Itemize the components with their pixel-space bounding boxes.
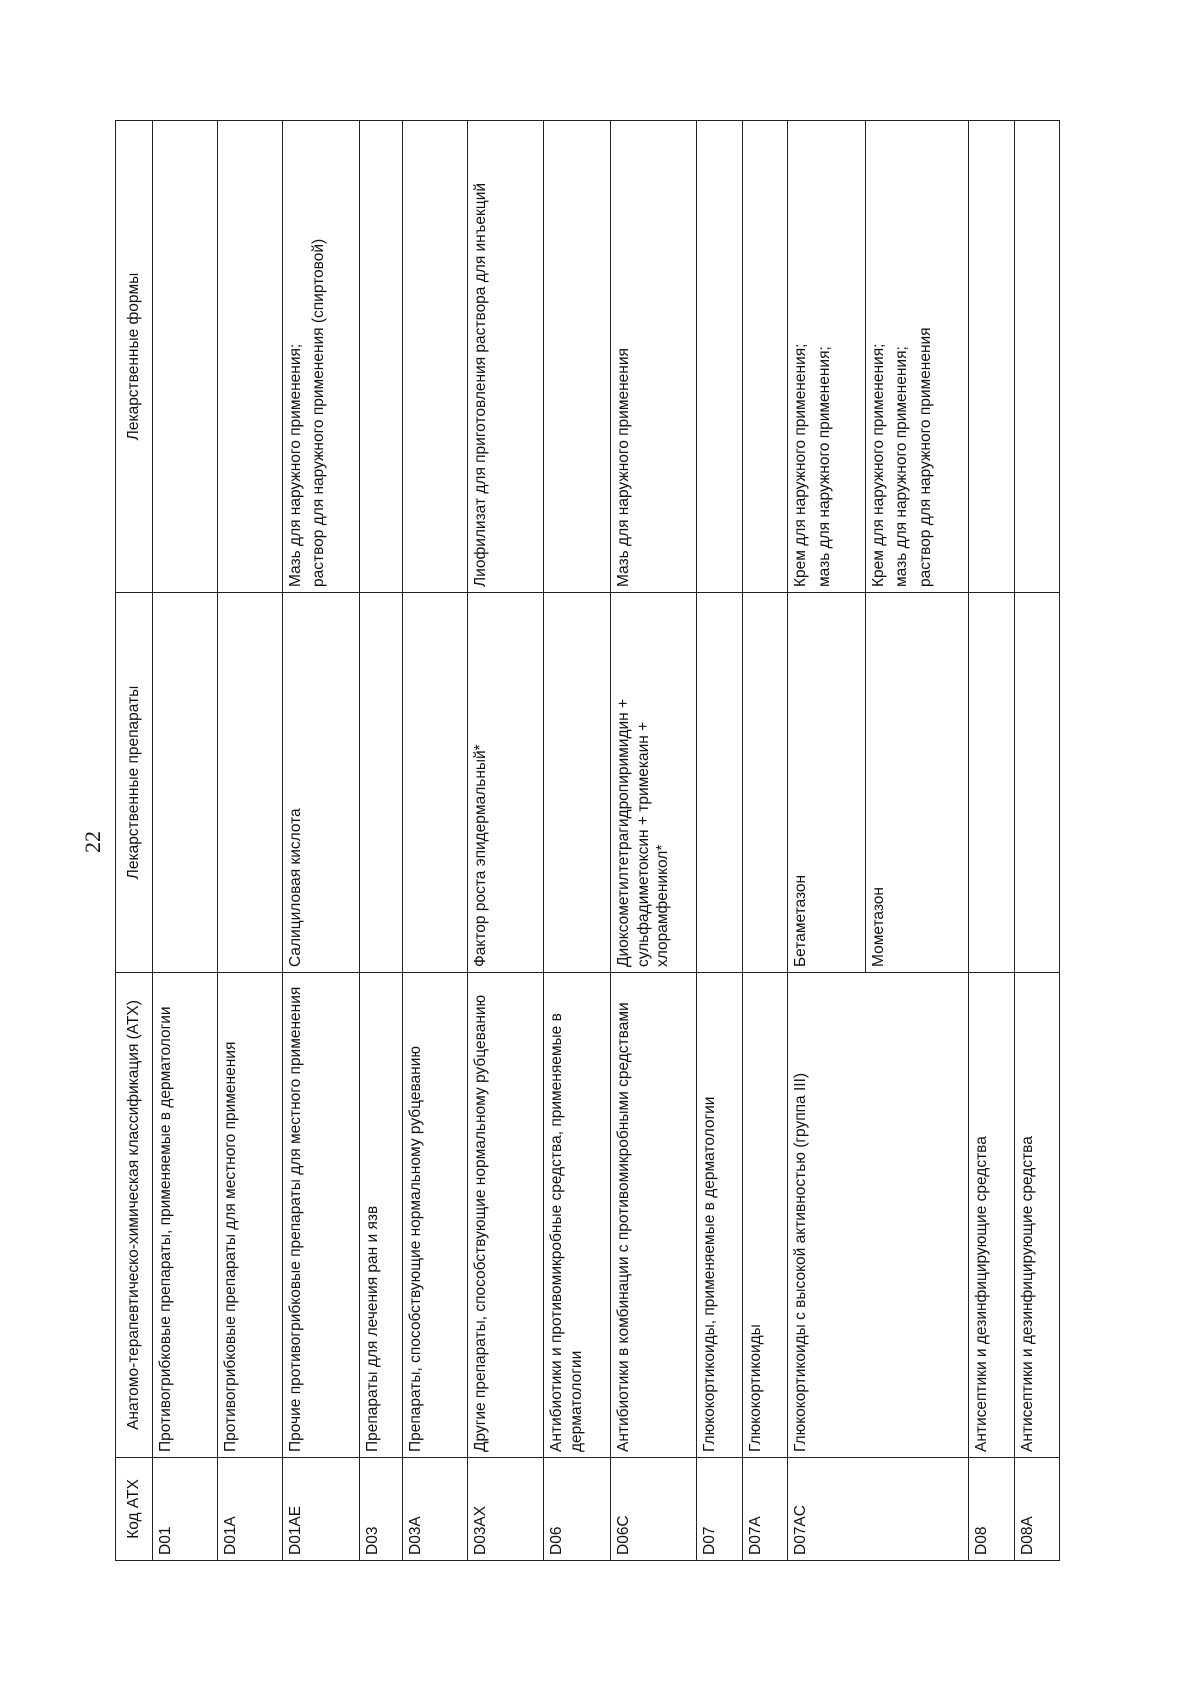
header-drugs: Лекарственные препараты (116, 593, 153, 973)
table-row (153, 121, 218, 1561)
cell-code: D01 (153, 1458, 218, 1561)
cell-classification: Антибиотики и противомикробные средства, применяемые в дерматологии (543, 973, 610, 1458)
cell-code: D01A (217, 1458, 282, 1561)
cell-forms (742, 121, 787, 593)
cell-forms (153, 121, 218, 593)
cell-forms (787, 121, 865, 593)
form-item: Лиофилизат для приготовления раствора для инъекций (472, 182, 490, 587)
cell-drug (697, 593, 742, 973)
cell-drug (969, 593, 1014, 973)
cell-code: D07 (697, 1458, 742, 1561)
cell-forms (282, 121, 360, 593)
page-number: 22 (80, 831, 105, 853)
cell-drug: Диоксометилтетрагидропиримидин + сульфадиметоксин + тримекаин + хлорамфеникол* (610, 593, 696, 973)
cell-forms (543, 121, 610, 593)
form-item: раствор для наружного применения (спиртовой) (310, 238, 328, 587)
cell-code: D03A (403, 1458, 468, 1561)
cell-classification: Другие препараты, способствующие нормальному рубцеванию (468, 973, 544, 1458)
cell-code: D07AC (787, 1458, 865, 1561)
cell-classification: Противогрибковые препараты, применяемые в дерматологии (153, 973, 218, 1458)
table-row (468, 121, 544, 1561)
cell-classification: Препараты, способствующие нормальному рубцеванию (403, 973, 468, 1458)
form-item: раствор для наружного применения (917, 327, 935, 587)
table-row (610, 121, 696, 1561)
cell-drug: Фактор роста эпидермальный* (468, 593, 544, 973)
cell-drug (153, 593, 218, 973)
table-row (403, 121, 468, 1561)
cell-code: D03 (360, 1458, 403, 1561)
table-header-row (116, 121, 153, 1561)
cell-classification (865, 973, 969, 1458)
cell-forms (969, 121, 1014, 593)
form-item: Мазь для наружного применения (614, 348, 632, 587)
cell-forms (1014, 121, 1059, 593)
cell-drug (742, 593, 787, 973)
table-row (1014, 121, 1059, 1561)
cell-code: D06C (610, 1458, 696, 1561)
cell-drug: Салициловая кислота (282, 593, 360, 973)
cell-classification: Антисептики и дезинфицирующие средства (969, 973, 1014, 1458)
cell-forms (403, 121, 468, 593)
rotated-table-wrapper (115, 121, 1060, 1561)
cell-classification: Глюкокортикоиды с высокой активностью (группа III) (787, 973, 865, 1458)
cell-drug (1014, 593, 1059, 973)
cell-code: D08 (969, 1458, 1014, 1561)
cell-drug: Бетаметазон (787, 593, 865, 973)
cell-forms (217, 121, 282, 593)
table-row (697, 121, 742, 1561)
table-row (742, 121, 787, 1561)
cell-drug (360, 593, 403, 973)
cell-forms (697, 121, 742, 593)
cell-code: D08A (1014, 1458, 1059, 1561)
cell-code: D06 (543, 1458, 610, 1561)
table-row (787, 121, 865, 1561)
header-code: Код АТХ (116, 1458, 153, 1561)
table-row (282, 121, 360, 1561)
atc-table (115, 120, 1060, 1561)
form-item: Мазь для наружного применения; (286, 343, 304, 587)
cell-code: D01AE (282, 1458, 360, 1561)
table-row (865, 121, 969, 1561)
form-item: мазь для наружного применения; (893, 346, 911, 587)
cell-classification: Противогрибковые препараты для местного применения (217, 973, 282, 1458)
cell-drug (217, 593, 282, 973)
cell-code (865, 1458, 969, 1561)
cell-drug (543, 593, 610, 973)
cell-classification: Препараты для лечения ран и язв (360, 973, 403, 1458)
cell-code: D03AX (468, 1458, 544, 1561)
cell-classification: Антибиотики в комбинации с противомикробными средствами (610, 973, 696, 1458)
cell-forms (468, 121, 544, 593)
table-row (217, 121, 282, 1561)
cell-classification: Прочие противогрибковые препараты для местного применения (282, 973, 360, 1458)
table-row (360, 121, 403, 1561)
cell-classification: Глюкокортикоиды (742, 973, 787, 1458)
cell-code: D07A (742, 1458, 787, 1561)
cell-classification: Глюкокортикоиды, применяемые в дерматологии (697, 973, 742, 1458)
header-forms: Лекарственные формы (116, 121, 153, 593)
cell-drug: Мометазон (865, 593, 969, 973)
cell-drug (403, 593, 468, 973)
cell-forms (610, 121, 696, 593)
form-item: мазь для наружного применения; (815, 346, 833, 587)
cell-forms (865, 121, 969, 593)
cell-forms (360, 121, 403, 593)
table-row (969, 121, 1014, 1561)
cell-classification: Антисептики и дезинфицирующие средства (1014, 973, 1059, 1458)
form-item: Крем для наружного применения; (791, 343, 809, 587)
table-row (543, 121, 610, 1561)
header-classification: Анатомо-терапевтическо-химическая классификация (АТХ) (116, 973, 153, 1458)
form-item: Крем для наружного применения; (869, 343, 887, 587)
